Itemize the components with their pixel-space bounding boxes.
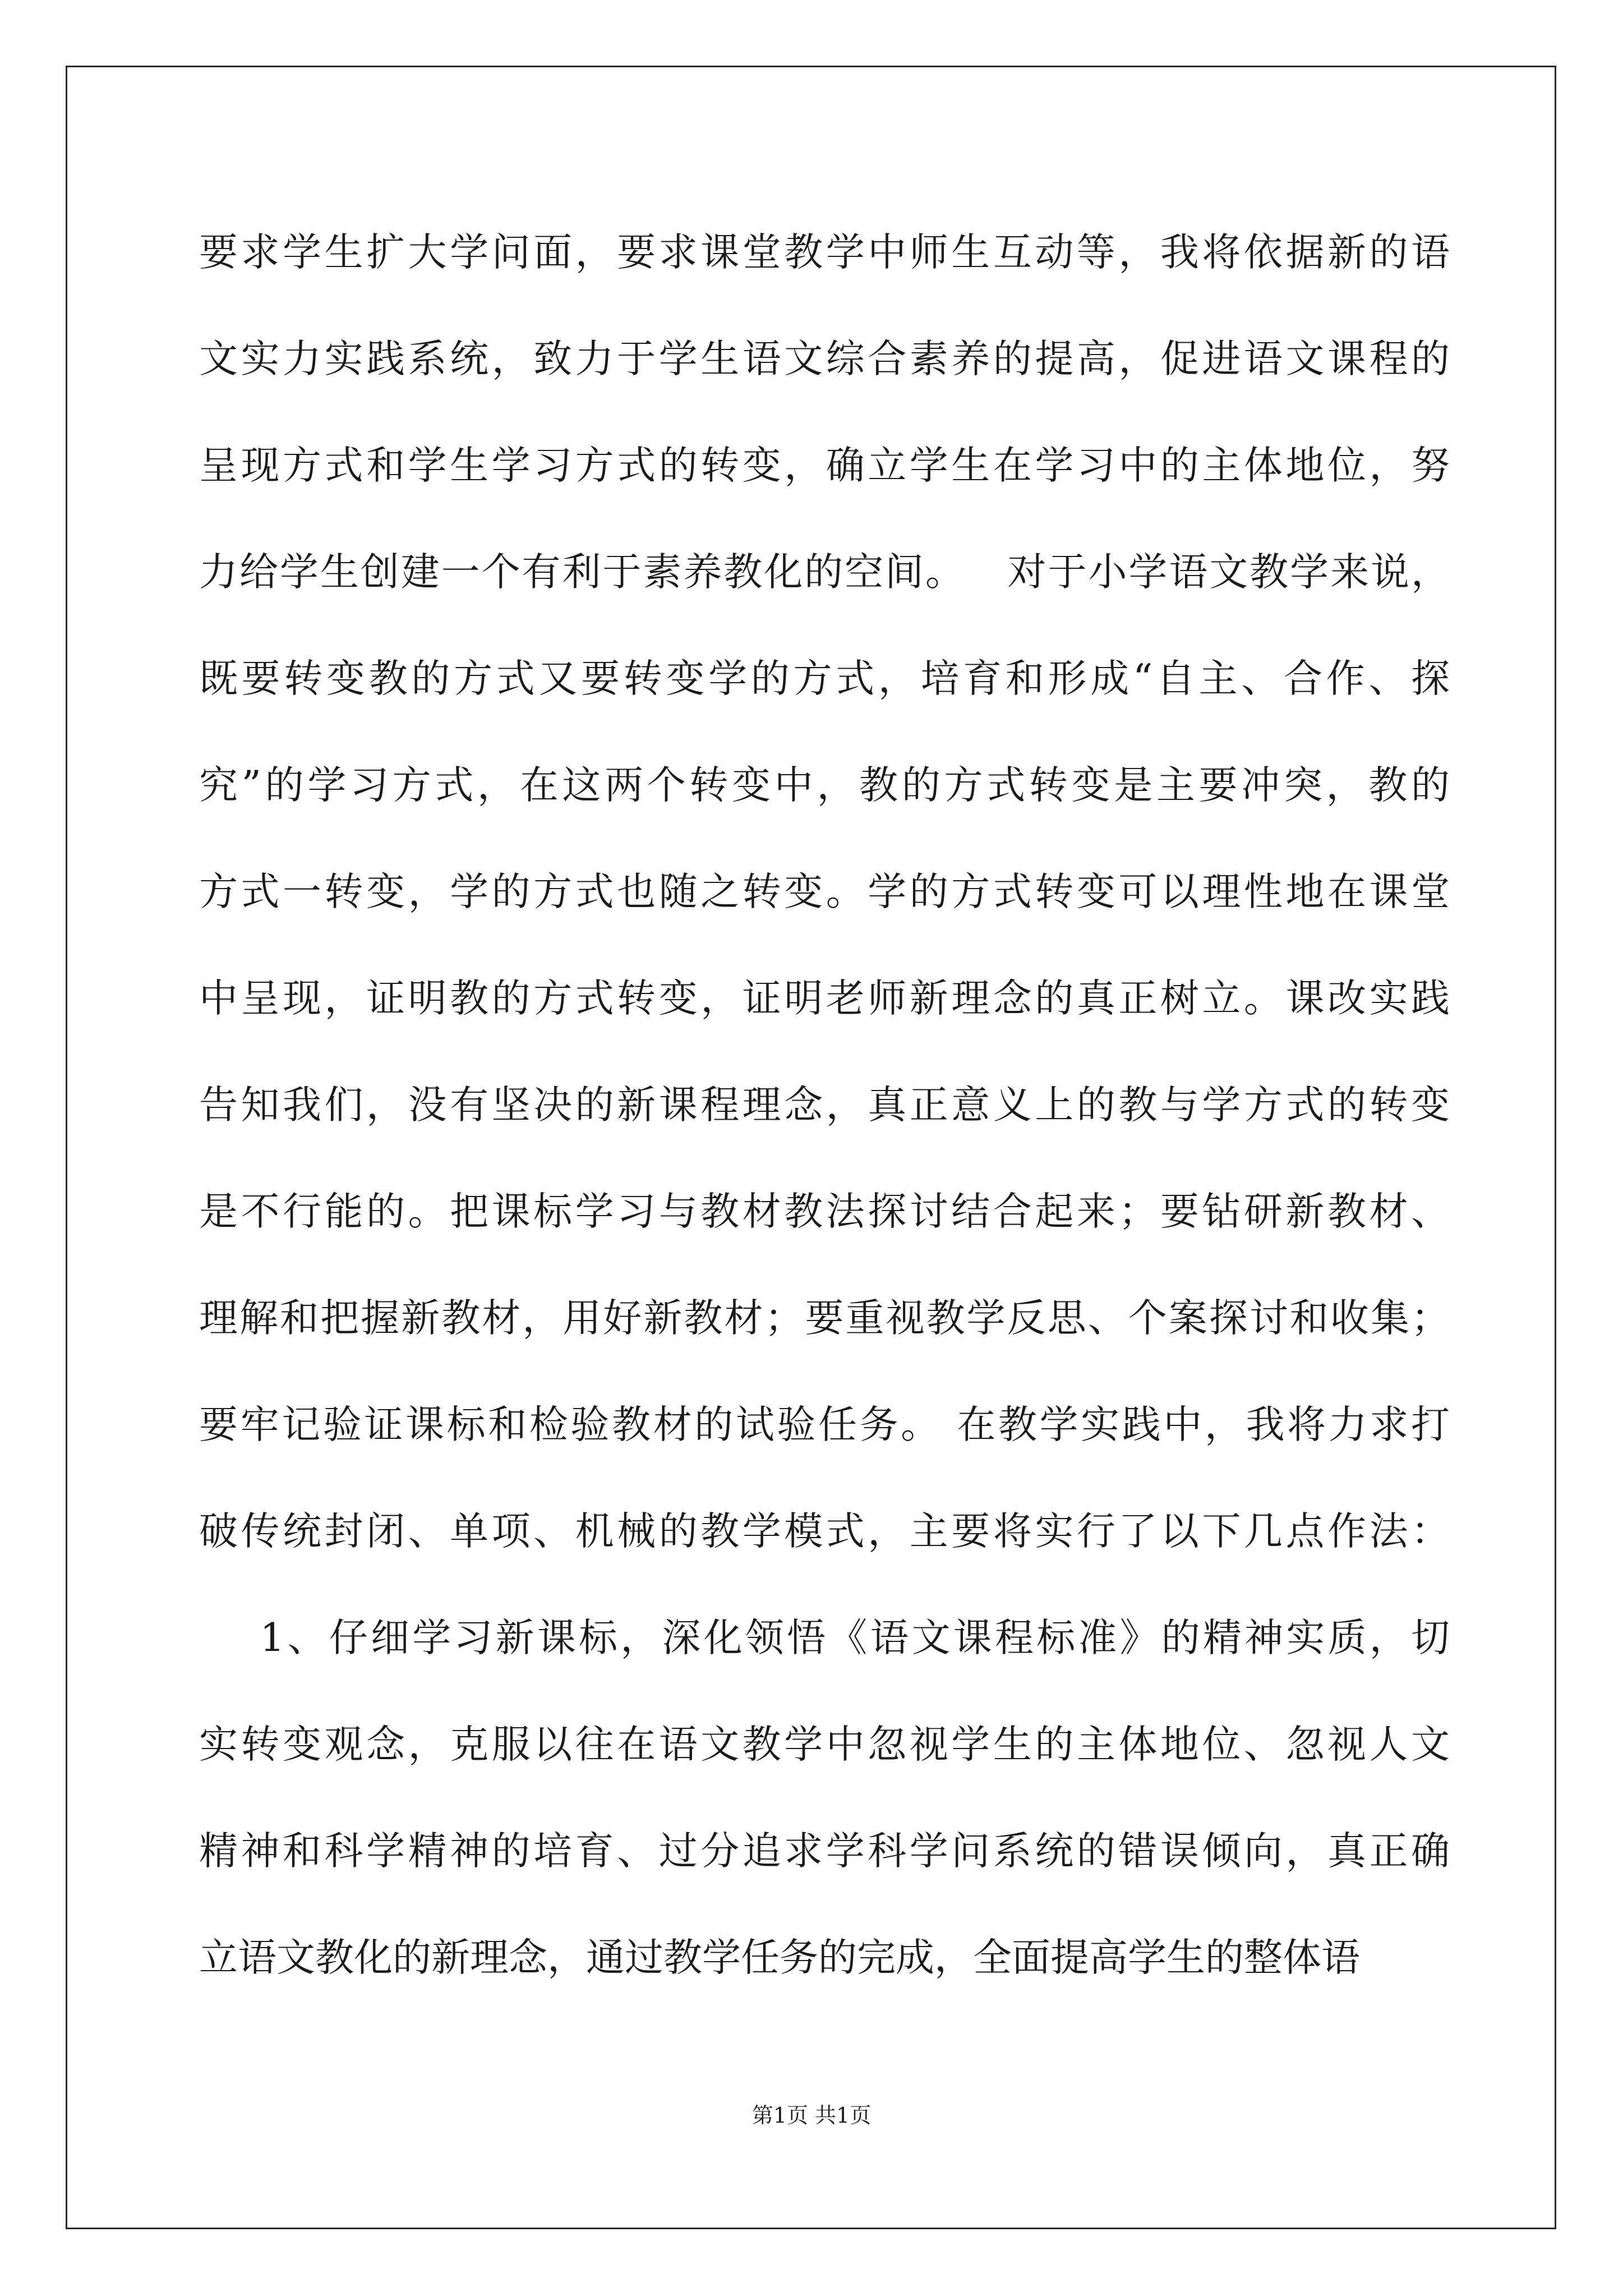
body-line: 立语文教化的新理念，通过教学任务的完成，全面提高学生的整体语: [199, 1935, 1360, 1980]
body-line: 究”的学习方式，在这两个转变中，教的方式转变是主要冲突，教的: [199, 763, 1450, 808]
body-line: 要求学生扩大学问面，要求课堂教学中师生互动等，我将依据新的语: [199, 230, 1450, 275]
body-line: 破传统封闭、单项、机械的教学模式，主要将实行了以下几点作法：: [199, 1509, 1450, 1554]
body-line: 告知我们，没有坚决的新课程理念，真正意义上的教与学方式的转变: [199, 1083, 1450, 1128]
body-line: 方式一转变，学的方式也随之转变。学的方式转变可以理性地在课堂: [199, 869, 1450, 914]
body-line: 是不行能的。把课标学习与教材教法探讨结合起来；要钻研新教材、: [199, 1189, 1450, 1234]
body-line: 实转变观念，克服以往在语文教学中忽视学生的主体地位、忽视人文: [199, 1722, 1450, 1767]
body-line: 1、仔细学习新课标，深化领悟《语文课程标准》的精神实质，切: [199, 1616, 1450, 1660]
body-line: 理解和把握新教材，用好新教材；要重视教学反思、个案探讨和收集；: [199, 1296, 1450, 1341]
body-line: 呈现方式和学生学习方式的转变，确立学生在学习中的主体地位，努: [199, 443, 1450, 488]
body-line: 要牢记验证课标和检验教材的试验任务。 在教学实践中，我将力求打: [199, 1402, 1450, 1447]
body-line: 精神和科学精神的培育、过分追求学科学问系统的错误倾向，真正确: [199, 1829, 1450, 1874]
body-line: 力给学生创建一个有利于素养教化的空间。 对于小学语文教学来说，: [199, 550, 1450, 595]
page-number-footer: 第1页 共1页: [751, 2103, 872, 2128]
document-body: [199, 199, 1450, 2011]
body-line: 文实力实践系统，致力于学生语文综合素养的提高，促进语文课程的: [199, 337, 1450, 381]
body-line: 既要转变教的方式又要转变学的方式，培育和形成“自主、合作、探: [199, 656, 1450, 701]
body-line: 中呈现，证明教的方式转变，证明老师新理念的真正树立。课改实践: [199, 976, 1450, 1021]
